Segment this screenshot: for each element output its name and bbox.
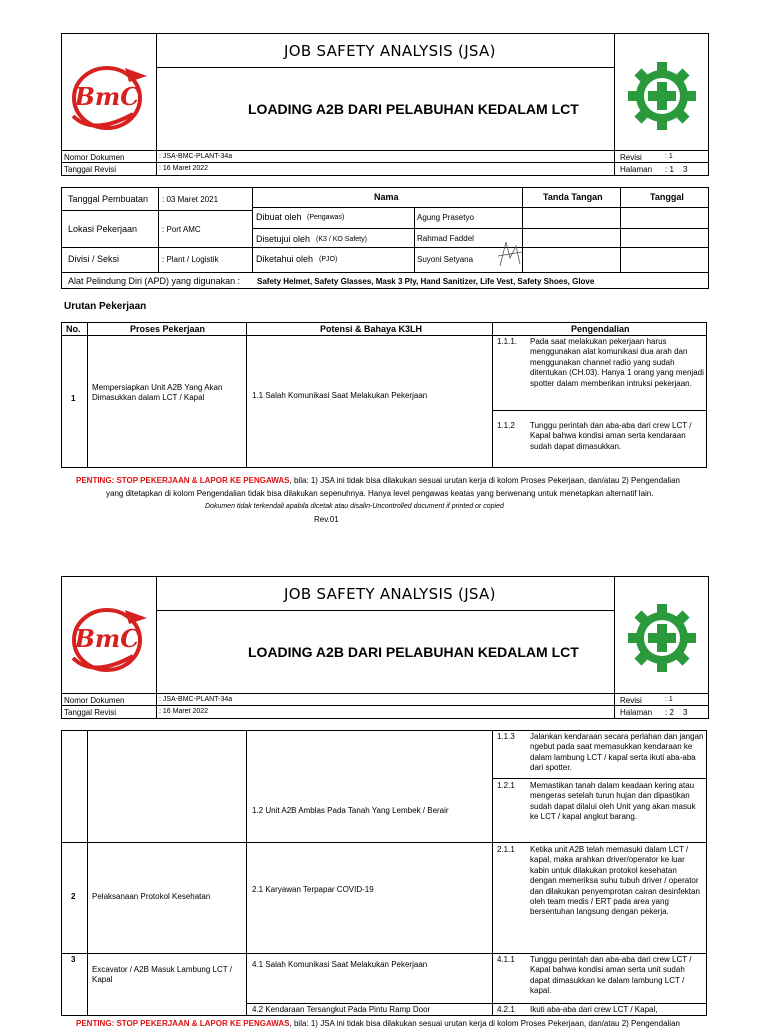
tanggal-revisi-value-2: : 16 Maret 2022 <box>159 708 209 715</box>
lokasi-value: : Port AMC <box>162 225 201 234</box>
row3-proses: Excavator / A2B Masuk Lambung LCT / Kapal <box>92 965 232 985</box>
penting-text-2: yang ditetapkan di kolom Pengendalian tidak bisa dilakukan sepenuhnya. Hanya level pengawas keatas yang berwenang untuk menetapkan alternatif lain. <box>106 489 654 498</box>
diketahui-role: (PJO) <box>319 256 338 263</box>
disetujui-label: Disetujui oleh <box>256 234 311 244</box>
ctrl-121-num: 1.2.1 <box>497 781 515 790</box>
apd-label: Alat Pelindung Diri (APD) yang digunakan : <box>68 276 241 286</box>
rev-label: Rev.01 <box>314 515 339 524</box>
apd-value: Safety Helmet, Safety Glasses, Mask 3 Ply, Hand Sanitizer, Life Vest, Safety Shoes, Glove <box>257 277 595 286</box>
ctrl-113-text: Jalankan kendaraan secara perlahan dan jangan ngebut pada saat memasukkan kendaraan ke dalam lambung LCT / kapal serta ikuti aba-aba dari spotter. <box>530 732 704 773</box>
ctrl-211-num: 2.1.1 <box>497 845 515 854</box>
nomor-label-2: Nomor Dokumen <box>64 696 125 705</box>
penting-text-2-1: , bila: 1) JSA ini tidak bisa dilakukan sesuai urutan kerja di kolom Proses Pekerjaan, dan/atau 2) Pengendalian <box>289 1019 680 1028</box>
revisi-value: : 1 <box>665 153 673 160</box>
col-tanggal: Tanggal <box>650 192 684 202</box>
ctrl-121-text: Memastikan tanah dalam keadaan kering atau mengeras setelah turun hujan dan dipastikan sudah dapat dilalui oleh Unit yang akan masuk ke LCT / kapal angkut barang. <box>530 781 696 822</box>
th-potensi: Potensi & Bahaya K3LH <box>320 324 423 334</box>
disetujui-name: Rahmad Faddel <box>417 234 474 243</box>
potensi-21: 2.1 Karyawan Terpapar COVID-19 <box>252 885 374 894</box>
revisi-value-2: : 1 <box>665 696 673 703</box>
svg-text:BmC: BmC <box>74 82 140 111</box>
ctrl-421-text: Ikuti aba-aba dari crew LCT / Kapal, <box>530 1005 658 1014</box>
th-proses: Proses Pekerjaan <box>130 324 206 334</box>
footer-note: Dokumen tidak terkendali apabila dicetak atau disalin-Uncontrolled document if printed or copied <box>205 503 504 510</box>
doc-title: LOADING A2B DARI PELABUHAN KEDALAM LCT <box>248 101 579 117</box>
row2-no: 2 <box>71 892 76 901</box>
potensi-12: 1.2 Unit A2B Amblas Pada Tanah Yang Lembek / Berair <box>252 806 449 815</box>
row1-proses: Mempersiapkan Unit A2B Yang Akan Dimasukkan dalam LCT / Kapal <box>92 383 223 403</box>
diketahui-name: Suyoni Setyana <box>417 255 474 264</box>
ctrl-411-num: 4.1.1 <box>497 955 515 964</box>
lokasi-label: Lokasi Pekerjaan <box>68 224 138 234</box>
tanggal-pembuatan-label: Tanggal Pembuatan <box>68 194 149 204</box>
row1-ctrl1-text: Pada saat melakukan pekerjaan harus menggunakan alat komunikasi dua arah dan menggunakan channel radio yang sudah ditentukan (CH.03). Hanya 1 orang yang menjadi spotter dalam memberikan intruksi pekerjaan. <box>530 337 704 388</box>
divisi-label: Divisi / Seksi <box>68 254 120 264</box>
jsa-title: JOB SAFETY ANALYSIS (JSA) <box>284 42 496 60</box>
halaman-value: : 1 <box>665 165 674 174</box>
row1-ctrl2-num: 1.1.2 <box>497 421 515 430</box>
nomor-label: Nomor Dokumen <box>64 153 125 162</box>
urutan-title: Urutan Pekerjaan <box>64 301 147 312</box>
ctrl-411-text: Tunggu perintah dan aba-aba dari crew LCT / Kapal bahwa kondisi aman serta unit sudah dapat dimasukkan ke dalam lambung LCT / kapal. <box>530 955 692 996</box>
penting-text-1: , bila: 1) JSA ini tidak bisa dilakukan sesuai urutan kerja di kolom Proses Pekerjaan, dan/atau 2) Pengendalian <box>289 476 680 485</box>
th-no: No. <box>66 324 81 334</box>
row1-no: 1 <box>71 394 76 403</box>
nomor-value: : JSA-BMC-PLANT-34a <box>159 153 233 160</box>
signature-mark <box>496 236 524 270</box>
svg-text:BmC: BmC <box>74 624 140 653</box>
ctrl-113-num: 1.1.3 <box>497 732 515 741</box>
ctrl-421-num: 4.2.1 <box>497 1005 515 1014</box>
dibuat-role: (Pengawas) <box>307 214 345 221</box>
th-pengendalian: Pengendalian <box>571 324 630 334</box>
row1-ctrl2-text: Tunggu perintah dan aba-aba dari crew LCT / Kapal bahwa kondisi aman serta kendaraan sudah dapat dimasukkan. <box>530 421 692 451</box>
penting-line-1 <box>76 476 680 485</box>
halaman-label: Halaman <box>620 165 653 174</box>
halaman-label-2: Halaman <box>620 708 653 717</box>
penting-label: PENTING: STOP PEKERJAAN & LAPOR KE PENGAWAS <box>76 476 290 485</box>
row1-ctrl1-num: 1.1.1. <box>497 337 518 346</box>
row2-proses: Pelaksanaan Protokol Kesehatan <box>92 892 211 901</box>
k3-safety-icon <box>626 602 698 674</box>
tanggal-revisi-label-2: Tanggal Revisi <box>64 708 117 717</box>
diketahui-label: Diketahui oleh <box>256 254 314 264</box>
halaman-total: 3 <box>683 165 688 174</box>
doc-title-2: LOADING A2B DARI PELABUHAN KEDALAM LCT <box>248 644 579 660</box>
dibuat-label: Dibuat oleh <box>256 212 302 222</box>
halaman-value-2: : 2 <box>665 708 674 717</box>
bmc-logo-icon <box>63 600 155 676</box>
col-nama: Nama <box>374 192 399 202</box>
nomor-value-2: : JSA-BMC-PLANT-34a <box>159 696 233 703</box>
row1-potensi: 1.1 Salah Komunikasi Saat Melakukan Pekerjaan <box>252 391 428 400</box>
divisi-value: : Plant / Logistik <box>162 255 219 264</box>
tanggal-revisi-value: : 16 Maret 2022 <box>159 165 209 172</box>
potensi-42: 4.2 Kendaraan Tersangkut Pada Pintu Ramp Door <box>252 1005 431 1014</box>
revisi-label: Revisi <box>620 153 642 162</box>
halaman-total-2: 3 <box>683 708 688 717</box>
jsa-title-2: JOB SAFETY ANALYSIS (JSA) <box>284 585 496 603</box>
penting-label-2: PENTING: STOP PEKERJAAN & LAPOR KE PENGAWAS <box>76 1019 290 1028</box>
dibuat-name: Agung Prasetyo <box>417 213 474 222</box>
tanggal-pembuatan-value: : 03 Maret 2021 <box>162 195 219 204</box>
disetujui-role: (K3 / KO Safety) <box>316 236 367 243</box>
col-tanda-tangan: Tanda Tangan <box>543 192 603 202</box>
ctrl-211-text: Ketika unit A2B telah memasuki dalam LCT / kapal, maka arahkan driver/operator ke luar kabin untuk dilakukan protokol kesehatan dengan memeriksa suhu tubuh driver / operator dan dilakukan penyemprotan cairan desinfektan oleh team medis / ERT pada area yang bersentuhan langsung dengan pekerja. <box>530 845 700 917</box>
revisi-label-2: Revisi <box>620 696 642 705</box>
row3-no: 3 <box>71 955 76 964</box>
k3-safety-icon <box>626 60 698 132</box>
tanggal-revisi-label: Tanggal Revisi <box>64 165 117 174</box>
potensi-41: 4.1 Salah Komunikasi Saat Melakukan Pekerjaan <box>252 960 428 969</box>
bmc-logo-icon <box>63 58 155 134</box>
